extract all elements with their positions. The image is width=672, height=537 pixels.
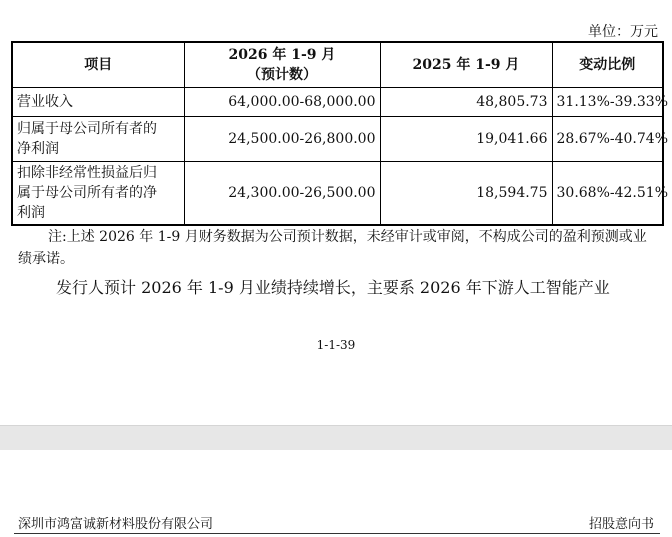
body-paragraph: 发行人预计 2026 年 1-9 月业绩持续增长，主要系 2026 年下游人工智能产业 <box>56 278 610 297</box>
prior-value: 19,041.66 <box>380 117 552 162</box>
page-gap <box>0 425 672 451</box>
prior-value: 48,805.73 <box>380 88 552 117</box>
change-value: 30.68%-42.51% <box>552 162 663 226</box>
row-label-line: 净利润 <box>17 141 59 157</box>
header-forecast <box>184 42 380 88</box>
table-row <box>12 117 663 162</box>
row-label <box>12 117 184 162</box>
footer-divider <box>14 533 660 534</box>
header-forecast-note: （预计数） <box>247 67 317 83</box>
prior-value: 18,594.75 <box>380 162 552 226</box>
header-forecast-period: 2026 年 1-9 月 <box>228 47 336 63</box>
header-item: 项目 <box>12 42 184 88</box>
table-header-row <box>12 42 663 88</box>
row-label-line: 属于母公司所有者的净 <box>17 185 157 201</box>
change-value: 28.67%-40.74% <box>552 117 663 162</box>
row-label-line: 利润 <box>17 205 45 221</box>
page-number: 1-1-39 <box>316 338 356 352</box>
table-row <box>12 88 663 117</box>
forecast-value: 24,300.00-26,500.00 <box>184 162 380 226</box>
row-label <box>12 162 184 226</box>
row-label-line: 归属于母公司所有者的 <box>17 121 157 137</box>
change-value: 31.13%-39.33% <box>552 88 663 117</box>
row-label-line: 扣除非经常性损益后归 <box>17 165 157 181</box>
footer-doc-type: 招股意向书 <box>588 517 654 532</box>
forecast-value: 64,000.00-68,000.00 <box>184 88 380 117</box>
forecast-value: 24,500.00-26,800.00 <box>184 117 380 162</box>
header-change: 变动比例 <box>552 42 663 88</box>
header-prior: 2025 年 1-9 月 <box>380 42 552 88</box>
row-label-line: 营业收入 <box>17 94 73 110</box>
table-note: 注:上述 2026 年 1-9 月财务数据为公司预计数据，未经审计或审阅，不构成公司的盈利预测或业绩承诺。 <box>18 229 647 267</box>
table-row <box>12 162 663 226</box>
unit-label: 单位：万元 <box>588 24 658 40</box>
footer-company: 深圳市鸿富诚新材料股份有限公司 <box>18 517 214 532</box>
financial-forecast-table <box>11 41 668 226</box>
row-label <box>12 88 184 117</box>
